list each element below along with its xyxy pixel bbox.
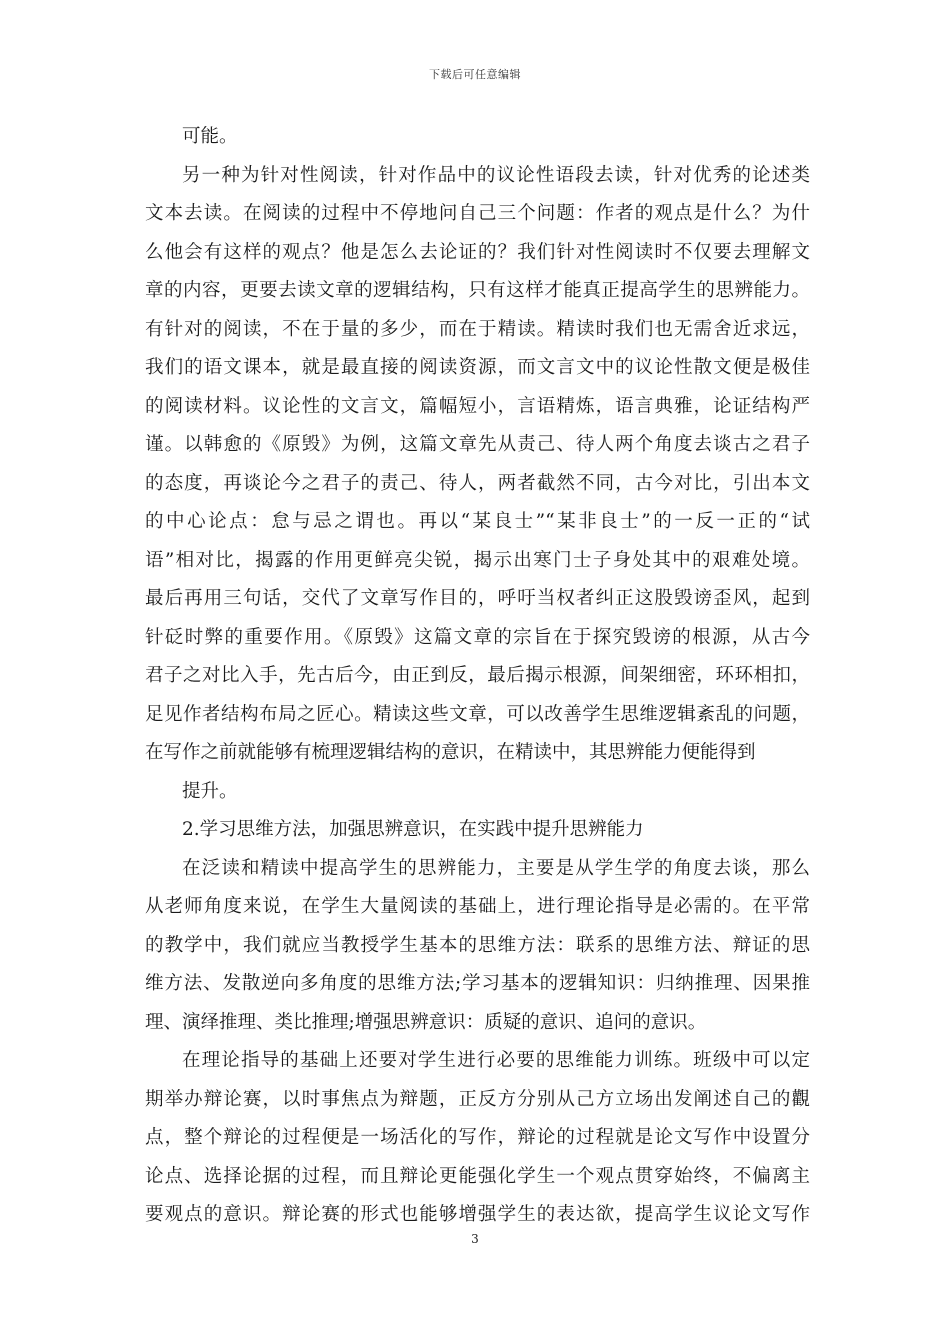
text-line: 最后再用三句话，交代了文章写作目的，呼吁当权者纠正这股毁谤歪风，起到 (145, 588, 810, 609)
text-line: 有针对的阅读，不在于量的多少，而在于精读。精读时我们也无需舍近求远， (145, 318, 810, 340)
text-line: 期举办辩论赛，以时事焦点为辩题，正反方分别从己方立场出发阐述自己的觀 (145, 1088, 810, 1110)
text-line: 点，整个辩论的过程便是一场活化的写作，辩论的过程就是论文写作中设置分 (145, 1127, 810, 1148)
text-line: 的中心论点：怠与忌之谓也。再以“某良士”“某非良士”的一反一正的“试 (145, 511, 810, 532)
text-line: 语”相对比，揭露的作用更鲜亮尖锐，揭示出寒门士子身处其中的艰难处境。 (145, 549, 810, 571)
text-line: 章的内容，更要去读文章的逻辑结构，只有这样才能真正提高学生的思辨能力。 (145, 280, 810, 301)
text-line: 提升。 (182, 780, 238, 802)
text-line: 要观点的意识。辩论赛的形式也能够增强学生的表达欲，提高学生议论文写作 (145, 1204, 810, 1225)
text-line: 足见作者结构布局之匠心。精读这些文章，可以改善学生思维逻辑紊乱的问题， (145, 703, 810, 725)
text-line: 君子之对比入手，先古后今，由正到反，最后揭示根源，间架细密，环环相扣， (145, 665, 810, 686)
document-body (145, 118, 810, 1235)
text-line: 在写作之前就能够有梳理逻辑结构的意识，在精读中，其思辨能力便能得到 (145, 742, 756, 763)
text-line: 我们的语文课本，就是最直接的阅读资源，而文言文中的议论性散文便是极佳 (145, 357, 810, 378)
text-line: 在理论指导的基础上还要对学生进行必要的思维能力训练。班级中可以定 (182, 1050, 810, 1071)
text-line: 从老师角度来说，在学生大量阅读的基础上，进行理论指导是必需的。在平常 (145, 896, 810, 917)
text-line: 谨。以韩愈的《原毁》为例，这篇文章先从责己、待人两个角度去谈古之君子 (145, 434, 810, 455)
text-line: 另一种为针对性阅读，针对作品中的议论性语段去读，针对优秀的论述类 (182, 164, 810, 186)
text-line: 论点、选择论据的过程，而且辩论更能强化学生一个观点贯穿始终，不偏离主 (145, 1165, 810, 1187)
page-number: 3 (471, 1232, 479, 1246)
text-line: 的教学中，我们就应当教授学生基本的思维方法：联系的思维方法、辩证的思 (145, 934, 810, 956)
text-line: 可能。 (182, 126, 238, 147)
text-line: 理、演绎推理、类比推理;增强思辨意识：质疑的意识、追问的意识。 (145, 1011, 707, 1033)
page-header: 下载后可任意编辑 (429, 68, 521, 81)
text-line: 维方法、发散逆向多角度的思维方法;学习基本的逻辑知识：归纳推理、因果推 (145, 973, 810, 994)
text-line: 2.学习思维方法，加强思辨意识，在实践中提升思辨能力 (182, 819, 644, 840)
text-line: 的阅读材料。议论性的文言文，篇幅短小，言语精炼，语言典雅，论证结构严 (145, 395, 810, 417)
text-line: 文本去读。在阅读的过程中不停地问自己三个问题：作者的观点是什么？为什 (145, 203, 810, 224)
text-line: 针砭时弊的重要作用。《原毁》这篇文章的宗旨在于探究毁谤的根源，从古今 (145, 626, 810, 648)
text-line: 的态度，再谈论今之君子的责己、待人，两者截然不同，古今对比，引出本文 (145, 472, 810, 494)
text-line: 么他会有这样的观点？他是怎么去论证的？我们针对性阅读时不仅要去理解文 (145, 241, 810, 263)
text-line: 在泛读和精读中提高学生的思辨能力，主要是从学生学的角度去谈，那么 (182, 857, 810, 879)
